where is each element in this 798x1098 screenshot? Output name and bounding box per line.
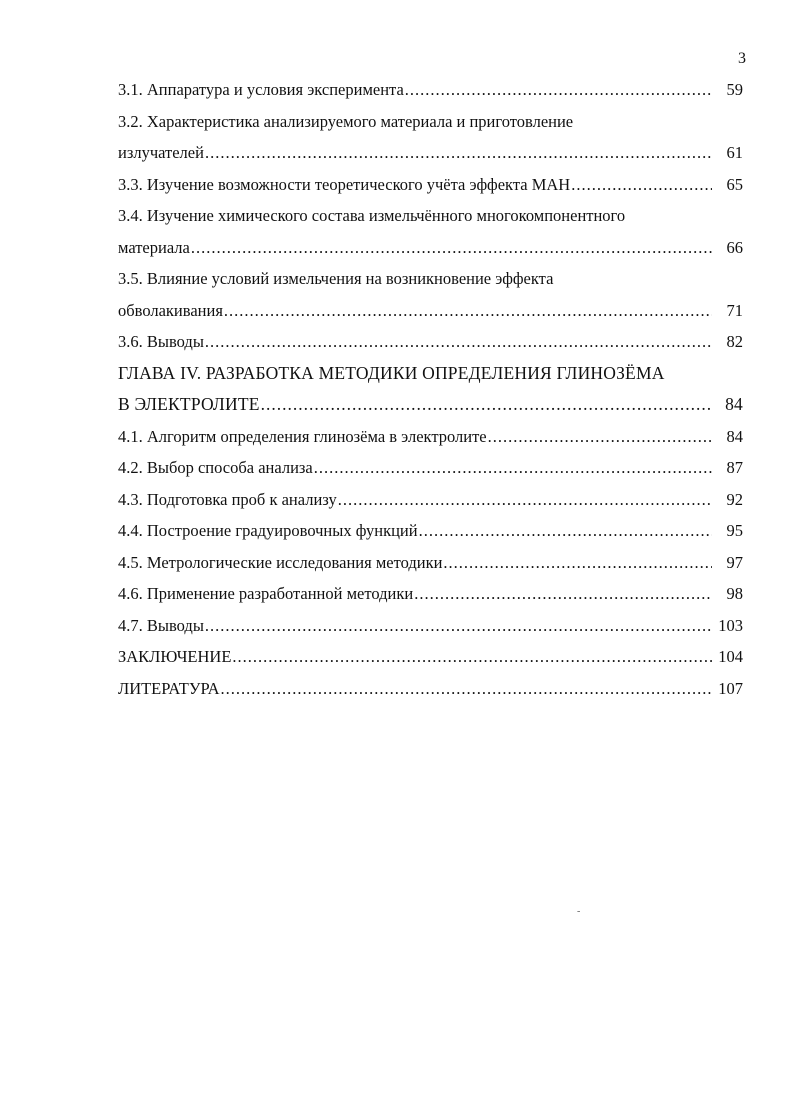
toc-entry-title: ЛИТЕРАТУРА bbox=[118, 678, 220, 698]
dot-leader bbox=[191, 232, 712, 264]
toc-entry-4-2[interactable] bbox=[118, 452, 743, 484]
dot-leader bbox=[405, 74, 712, 106]
toc-entry-3-4-line1[interactable] bbox=[118, 200, 743, 232]
toc-entry-title-cont: материала bbox=[118, 237, 190, 257]
toc-page-number: 59 bbox=[726, 80, 743, 99]
toc-page-number: 103 bbox=[718, 615, 743, 635]
dot-leader bbox=[414, 578, 712, 610]
toc-entry-4-7[interactable] bbox=[118, 610, 743, 642]
toc-entry-title: 4.7. Выводы bbox=[118, 615, 204, 635]
toc-entry-3-5[interactable] bbox=[118, 295, 743, 327]
toc-page-number: 84 bbox=[725, 394, 743, 414]
toc-entry-3-5-line1[interactable] bbox=[118, 263, 743, 295]
toc-page-number: 107 bbox=[718, 678, 743, 698]
toc-page-number: 61 bbox=[726, 143, 743, 162]
toc-entry-3-3[interactable] bbox=[118, 169, 743, 201]
toc-chapter-title-cont: В ЭЛЕКТРОЛИТЕ bbox=[118, 394, 260, 414]
dot-leader bbox=[261, 389, 712, 421]
dot-leader bbox=[205, 326, 712, 358]
dot-leader bbox=[205, 610, 712, 642]
toc-page-number: 66 bbox=[726, 237, 743, 257]
dot-leader bbox=[232, 641, 712, 673]
toc-page-number: 82 bbox=[726, 332, 743, 351]
toc-entry-3-2-line1[interactable] bbox=[118, 106, 743, 138]
toc-entry-title: 4.6. Применение разработанной методики bbox=[118, 584, 414, 603]
dot-leader bbox=[221, 673, 712, 705]
toc-entry-title: 4.5. Метрологические исследования методики bbox=[118, 552, 443, 572]
toc-entry-conclusion[interactable] bbox=[118, 641, 743, 673]
dot-leader bbox=[443, 547, 712, 579]
toc-entry-title: 3.6. Выводы bbox=[118, 332, 204, 351]
toc-entry-title: 4.2. Выбор способа анализа bbox=[118, 458, 313, 477]
stray-scan-mark: - bbox=[577, 906, 581, 917]
page-number: 3 bbox=[738, 50, 746, 67]
toc-entry-title: 3.5. Влияние условий измельчения на возникновение эффекта bbox=[118, 269, 554, 288]
toc-entry-title: 3.1. Аппаратура и условия эксперимента bbox=[118, 80, 404, 99]
dot-leader bbox=[314, 452, 712, 484]
toc-entry-title: 3.2. Характеристика анализируемого материала и приготовление bbox=[118, 111, 574, 131]
toc-entry-title: 3.4. Изучение химического состава измельчённого многокомпонентного bbox=[118, 206, 626, 225]
toc-entry-title-cont: обволакивания bbox=[118, 300, 223, 320]
toc-page-number: 65 bbox=[726, 174, 743, 194]
toc-entry-4-1[interactable] bbox=[118, 421, 743, 453]
toc-page-number: 98 bbox=[726, 584, 743, 603]
dot-leader bbox=[571, 169, 712, 201]
toc-page-number: 92 bbox=[726, 489, 743, 509]
toc-entry-4-4[interactable] bbox=[118, 515, 743, 547]
toc-entry-title: ЗАКЛЮЧЕНИЕ bbox=[118, 647, 232, 666]
toc-entry-4-6[interactable] bbox=[118, 578, 743, 610]
toc-entry-3-6[interactable] bbox=[118, 326, 743, 358]
toc-page-number: 71 bbox=[726, 300, 743, 320]
toc-entry-3-2[interactable] bbox=[118, 137, 743, 169]
toc-entry-3-4[interactable] bbox=[118, 232, 743, 264]
table-of-contents bbox=[118, 74, 743, 704]
toc-page-number: 97 bbox=[726, 552, 743, 572]
dot-leader bbox=[338, 484, 712, 516]
toc-chapter-title: ГЛАВА IV. РАЗРАБОТКА МЕТОДИКИ ОПРЕДЕЛЕНИЯ ГЛИНОЗЁМА bbox=[118, 362, 665, 383]
toc-entry-title: 4.4. Построение градуировочных функций bbox=[118, 521, 418, 540]
toc-entry-3-1[interactable] bbox=[118, 74, 743, 106]
dot-leader bbox=[419, 515, 712, 547]
toc-page-number: 84 bbox=[726, 426, 743, 446]
toc-entry-4-3[interactable] bbox=[118, 484, 743, 516]
toc-page-number: 87 bbox=[726, 458, 743, 477]
dot-leader bbox=[224, 295, 712, 327]
toc-entry-title: 4.1. Алгоритм определения глинозёма в электролите bbox=[118, 426, 487, 446]
toc-page-number: 95 bbox=[726, 521, 743, 540]
toc-entry-literature[interactable] bbox=[118, 673, 743, 705]
dot-leader bbox=[205, 137, 712, 169]
toc-chapter-4[interactable] bbox=[118, 389, 743, 421]
toc-entry-4-5[interactable] bbox=[118, 547, 743, 579]
toc-chapter-4-line1[interactable] bbox=[118, 358, 743, 390]
dot-leader bbox=[488, 421, 712, 453]
toc-entry-title: 3.3. Изучение возможности теоретического учёта эффекта МАН bbox=[118, 174, 571, 194]
toc-entry-title: 4.3. Подготовка проб к анализу bbox=[118, 489, 337, 509]
toc-entry-title-cont: излучателей bbox=[118, 143, 204, 162]
toc-page-number: 104 bbox=[718, 647, 743, 666]
